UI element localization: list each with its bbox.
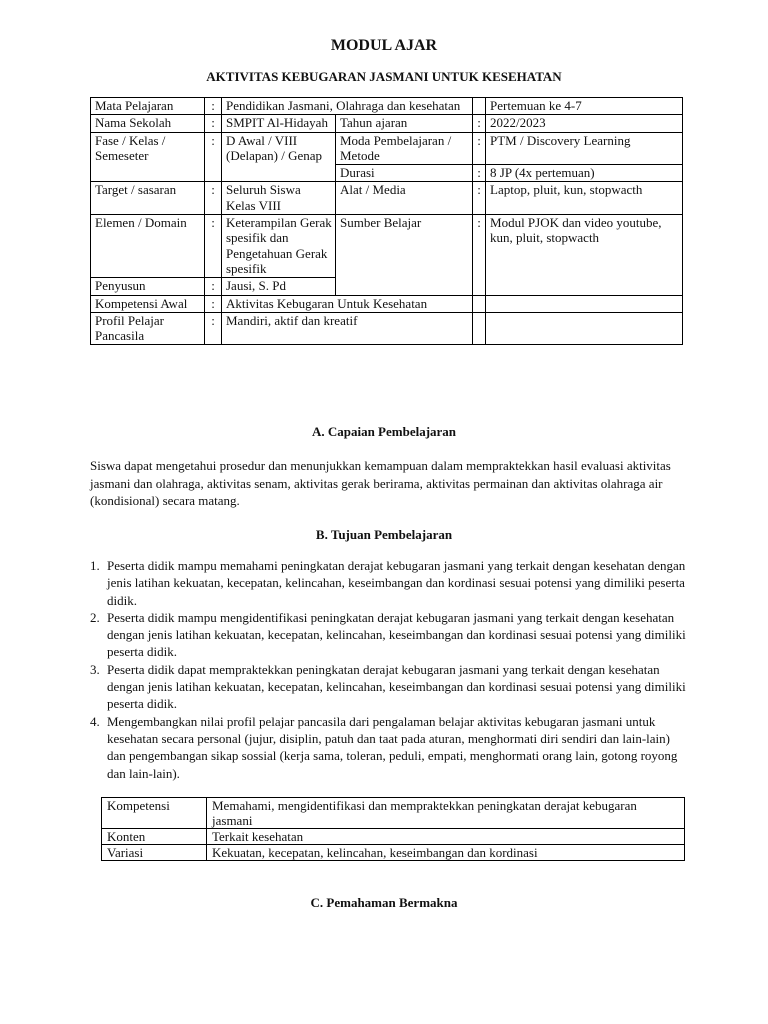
table-row: [91, 312, 683, 345]
value-alat: Laptop, pluit, kun, stopwacth: [486, 182, 683, 215]
document-subtitle: AKTIVITAS KEBUGARAN JASMANI UNTUK KESEHATAN: [206, 69, 562, 84]
colon: :: [473, 215, 486, 295]
empty-cell: [486, 295, 683, 312]
list-item: [90, 661, 690, 713]
table-cell-value: Kekuatan, kecepatan, kelincahan, keseimbangan dan kordinasi: [207, 845, 685, 861]
colon: :: [205, 215, 222, 278]
colon: :: [473, 165, 486, 182]
value-kompetensi-awal: Aktivitas Kebugaran Untuk Kesehatan: [222, 295, 473, 312]
item-text: Peserta didik mampu memahami peningkatan derajat kebugaran jasmani yang terkait dengan kesehatan dengan jenis latihan kekuatan, kecepatan, kelincahan, keseimbangan dan kordinasi sesuai potensi yang dimiliki peserta didik.: [107, 558, 686, 608]
colon: :: [205, 98, 222, 115]
value-tahun-ajaran: 2022/2023: [486, 115, 683, 132]
empty-cell: [473, 98, 486, 115]
empty-cell: [486, 312, 683, 345]
item-number: 3.: [90, 661, 100, 677]
value-penyusun: Jausi, S. Pd: [222, 278, 336, 295]
label-fase: Fase / Kelas / Semeseter: [91, 132, 205, 182]
item-number: 2.: [90, 609, 100, 625]
table-cell-label: Variasi: [102, 845, 207, 861]
list-item: [90, 557, 690, 609]
list-item: [90, 609, 690, 661]
colon: :: [205, 115, 222, 132]
table-row: [102, 845, 685, 861]
value-fase: D Awal / VIII (Delapan) / Genap: [222, 132, 336, 182]
value-nama-sekolah: SMPIT Al-Hidayah: [222, 115, 336, 132]
table-row: [91, 115, 683, 132]
table-row: [91, 98, 683, 115]
colon: :: [473, 115, 486, 132]
label-sumber-belajar: Sumber Belajar: [336, 215, 473, 295]
table-cell-label: Konten: [102, 829, 207, 845]
label-moda: Moda Pembelajaran / Metode: [336, 132, 473, 165]
colon: :: [473, 132, 486, 165]
value-profil: Mandiri, aktif dan kreatif: [222, 312, 473, 345]
label-durasi: Durasi: [336, 165, 473, 182]
empty-cell: [473, 312, 486, 345]
value-sumber-belajar: Modul PJOK dan video youtube, kun, pluit, stopwacth: [486, 215, 683, 295]
section-a-paragraph: Siswa dapat mengetahui prosedur dan menunjukkan kemampuan dalam mempraktekkan hasil evaluasi aktivitas jasmani dan olahraga, aktivitas senam, aktivitas gerak berirama, aktivitas permainan dan aktivitas olahraga air (kondisional) secara matang.: [90, 458, 671, 508]
label-penyusun: Penyusun: [91, 278, 205, 295]
colon: :: [205, 312, 222, 345]
section-c-heading: C. Pemahaman Bermakna: [310, 895, 458, 910]
value-elemen: Keterampilan Gerak spesifik dan Pengetahuan Gerak spesifik: [222, 215, 336, 278]
value-durasi: 8 JP (4x pertemuan): [486, 165, 683, 182]
label-nama-sekolah: Nama Sekolah: [91, 115, 205, 132]
label-tahun-ajaran: Tahun ajaran: [336, 115, 473, 132]
label-profil: Profil Pelajar Pancasila: [91, 312, 205, 345]
table-row: [91, 295, 683, 312]
section-a-heading: A. Capaian Pembelajaran: [311, 424, 457, 439]
table-row: [91, 215, 683, 278]
competency-table: [101, 797, 685, 861]
list-item: [90, 713, 690, 782]
table-cell-value: Terkait kesehatan: [207, 829, 685, 845]
document-title: MODUL AJAR: [330, 37, 438, 54]
colon: :: [205, 132, 222, 182]
table-cell-label: Kompetensi: [102, 798, 207, 829]
item-number: 1.: [90, 558, 100, 573]
table-row: [102, 798, 685, 829]
item-text: Mengembangkan nilai profil pelajar pancasila dari pengalaman belajar aktivitas kebugaran jasmani untuk kesehatan secara personal (jujur, disiplin, patuh dan taat pada aturan, menghormati diri sendiri dan lain-lain) dan pengembangan sikap sossial (kerja sama, toleran, peduli, empati, menghormati orang lain, gotong royong dan lain-lain).: [107, 713, 678, 781]
section-b-heading: B. Tujuan Pembelajaran: [315, 527, 453, 542]
value-moda: PTM / Discovery Learning: [486, 132, 683, 165]
identity-table: [90, 97, 683, 345]
table-cell-value: Memahami, mengidentifikasi dan mempraktekkan peningkatan derajat kebugaran jasmani: [207, 798, 685, 829]
table-row: [102, 829, 685, 845]
label-alat: Alat / Media: [336, 182, 473, 215]
item-text: Peserta didik mampu mengidentifikasi peningkatan derajat kebugaran jasmani yang terkait dengan kesehatan dengan jenis latihan kekuatan, kecepatan, kelincahan, keseimbangan dan kordinasi sesuai potensi yang dimiliki peserta didik.: [107, 609, 686, 660]
label-mata-pelajaran: Mata Pelajaran: [91, 98, 205, 115]
item-text: Peserta didik dapat mempraktekkan peningkatan derajat kebugaran jasmani yang terkait dengan kesehatan dengan jenis latihan kekuatan, kecepatan, kelincahan, keseimbangan dan kordinasi sesuai potensi yang dimiliki peserta didik.: [107, 661, 686, 712]
label-kompetensi-awal: Kompetensi Awal: [91, 295, 205, 312]
colon: :: [205, 278, 222, 295]
value-target: Seluruh Siswa Kelas VIII: [222, 182, 336, 215]
item-number: 4.: [90, 713, 100, 729]
colon: :: [473, 182, 486, 215]
label-elemen: Elemen / Domain: [91, 215, 205, 278]
label-target: Target / sasaran: [91, 182, 205, 215]
empty-cell: [473, 295, 486, 312]
colon: :: [205, 295, 222, 312]
table-row: [91, 182, 683, 215]
goals-list: [90, 557, 690, 782]
table-row: [91, 132, 683, 165]
value-pertemuan: Pertemuan ke 4-7: [486, 98, 683, 115]
colon: :: [205, 182, 222, 215]
value-mata-pelajaran: Pendidikan Jasmani, Olahraga dan kesehatan: [222, 98, 473, 115]
